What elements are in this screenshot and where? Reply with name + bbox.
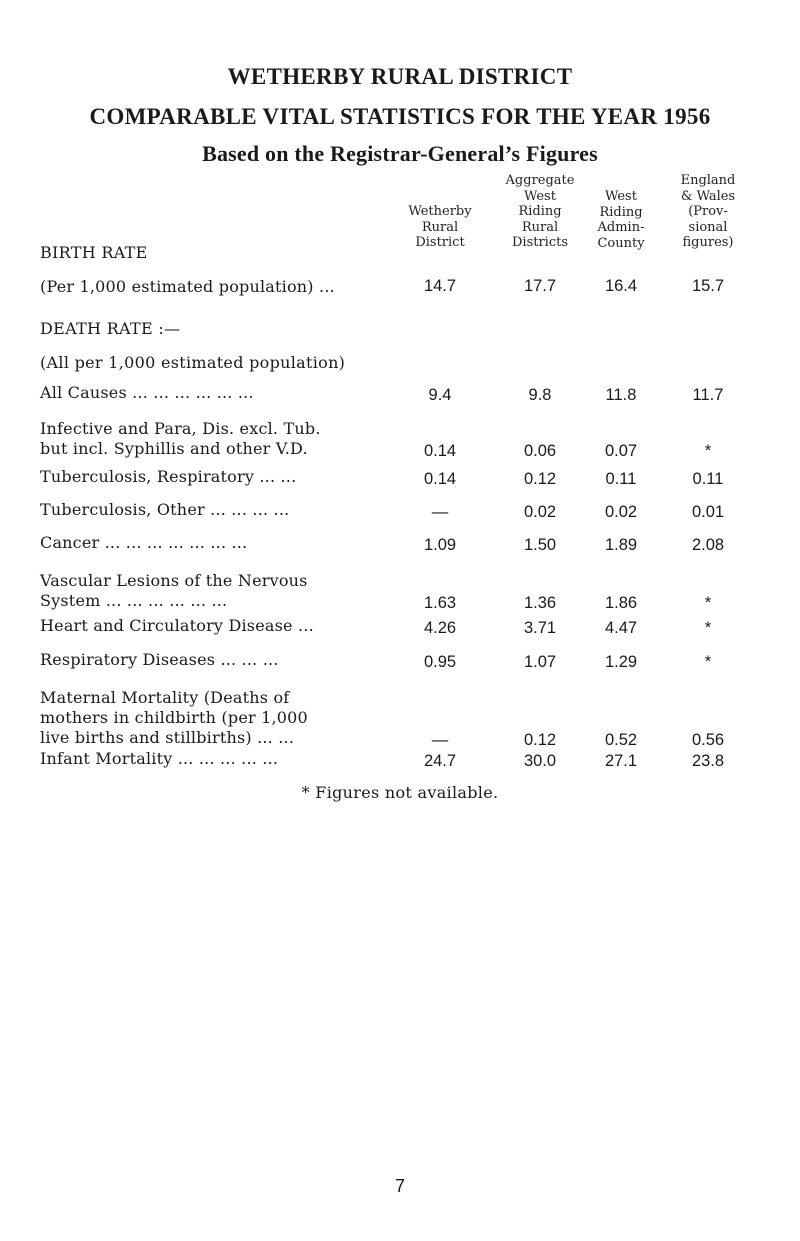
value-aggregate: 17.7 (523, 277, 557, 295)
value-wetherby: 0.95 (423, 653, 457, 671)
value-england-wales: * (704, 653, 712, 671)
value-wetherby: 14.7 (423, 277, 457, 295)
statistics-title: COMPARABLE VITAL STATISTICS FOR THE YEAR 1956 (89, 104, 711, 129)
row-label (40, 688, 405, 748)
row-label-line: Tuberculosis, Respiratory ... ... (40, 467, 297, 486)
value-england-wales: * (704, 442, 712, 460)
column-header-line: County (597, 235, 645, 251)
value-aggregate: 3.71 (523, 619, 557, 637)
row-label-line: Cancer ... ... ... ... ... ... ... (40, 533, 248, 552)
value-aggregate: 30.0 (523, 752, 557, 770)
row-label-line: Infective and Para, Dis. excl. Tub. (40, 419, 321, 438)
column-header-line: figures) (682, 235, 734, 250)
value-aggregate: 0.02 (523, 503, 557, 521)
row-label-line: but incl. Syphillis and other V.D. (40, 439, 308, 458)
value-aggregate: 1.07 (523, 653, 557, 671)
column-header-line: sional (688, 219, 728, 235)
column-header-line: West (605, 189, 637, 204)
row-label (40, 383, 405, 403)
column-header-line: Riding (518, 204, 562, 219)
value-england-wales: 15.7 (691, 277, 725, 295)
value-england-wales: 0.01 (691, 503, 725, 521)
value-west-riding: 1.29 (604, 653, 638, 671)
row-label-line: Respiratory Diseases ... ... ... (40, 650, 279, 669)
column-header-line: & Wales (680, 188, 736, 204)
row-label (40, 749, 405, 769)
value-england-wales: 0.11 (692, 470, 724, 488)
value-aggregate: 0.06 (523, 442, 557, 460)
value-wetherby: 0.14 (423, 470, 457, 488)
value-aggregate: 0.12 (523, 731, 557, 749)
row-label (40, 616, 405, 636)
value-wetherby: 24.7 (423, 752, 457, 770)
row-label (40, 571, 405, 611)
value-wetherby: 9.4 (428, 386, 452, 404)
value-aggregate: 0.12 (523, 470, 557, 488)
column-header-line: Rural (421, 219, 459, 235)
value-west-riding: 0.02 (604, 503, 638, 521)
column-header-line: West (524, 188, 556, 204)
column-header-line: Admin- (597, 220, 645, 235)
row-label-line: System ... ... ... ... ... ... (40, 591, 228, 610)
column-header-line: England (680, 173, 736, 188)
column-header-west-riding-admin-county (580, 189, 662, 251)
value-aggregate: 1.36 (523, 594, 557, 612)
row-label (40, 419, 405, 459)
page-number: 7 (394, 1176, 405, 1196)
footnote: * Figures not available. (301, 783, 499, 802)
birth-rate-heading: BIRTH RATE (40, 243, 148, 262)
row-label (40, 467, 405, 487)
value-west-riding: 0.52 (604, 731, 638, 749)
value-england-wales: * (704, 594, 712, 612)
district-title: WETHERBY RURAL DISTRICT (227, 64, 573, 89)
value-west-riding: 11.8 (605, 386, 637, 404)
column-header-wetherby (400, 204, 480, 251)
value-wetherby: 4.26 (423, 619, 457, 637)
row-label (40, 650, 405, 670)
value-west-riding: 27.1 (604, 752, 638, 770)
value-west-riding: 16.4 (604, 277, 638, 295)
value-west-riding: 1.86 (604, 594, 638, 612)
row-label-line: Vascular Lesions of the Nervous (40, 571, 308, 590)
value-west-riding: 4.47 (604, 619, 638, 637)
death-rate-heading: DEATH RATE :— (40, 319, 181, 338)
column-header-line: Wetherby (408, 204, 472, 219)
value-wetherby: — (431, 503, 449, 521)
source-subtitle: Based on the Registrar-General’s Figures (202, 141, 598, 166)
value-england-wales: 2.08 (691, 536, 725, 554)
value-west-riding: 0.07 (604, 442, 638, 460)
value-west-riding: 0.11 (605, 470, 637, 488)
value-west-riding: 1.89 (604, 536, 638, 554)
column-header-line: Riding (599, 204, 643, 220)
column-header-aggregate-west-riding (498, 173, 582, 251)
value-aggregate: 1.50 (523, 536, 557, 554)
value-wetherby: — (431, 731, 449, 749)
column-header-line: Districts (511, 235, 569, 250)
value-wetherby: 0.14 (423, 442, 457, 460)
value-wetherby: 1.09 (423, 536, 457, 554)
value-england-wales: 23.8 (691, 752, 725, 770)
row-label-line: Heart and Circulatory Disease ... (40, 616, 314, 635)
row-label-line: Tuberculosis, Other ... ... ... ... (40, 500, 290, 519)
column-header-line: Rural (521, 219, 559, 235)
value-england-wales: * (704, 619, 712, 637)
value-wetherby: 1.63 (423, 594, 457, 612)
value-england-wales: 11.7 (692, 386, 724, 404)
row-label-line: All Causes ... ... ... ... ... ... (40, 383, 254, 402)
column-header-line: Aggregate (505, 173, 575, 188)
row-label-line: mothers in childbirth (per 1,000 (40, 708, 308, 727)
column-header-england-wales (667, 173, 749, 251)
row-label-line: live births and stillbirths) ... ... (40, 728, 295, 747)
value-aggregate: 9.8 (528, 386, 552, 404)
row-label-line: Infant Mortality ... ... ... ... ... (40, 749, 279, 768)
death-rate-subheading: (All per 1,000 estimated population) (40, 353, 346, 372)
row-label-line: Maternal Mortality (Deaths of (40, 688, 290, 707)
row-label (40, 533, 405, 553)
row-label: (Per 1,000 estimated population) ... (40, 277, 335, 296)
column-header-line: (Prov- (688, 204, 728, 219)
value-england-wales: 0.56 (691, 731, 725, 749)
column-header-line: District (415, 235, 465, 250)
row-label (40, 500, 405, 520)
